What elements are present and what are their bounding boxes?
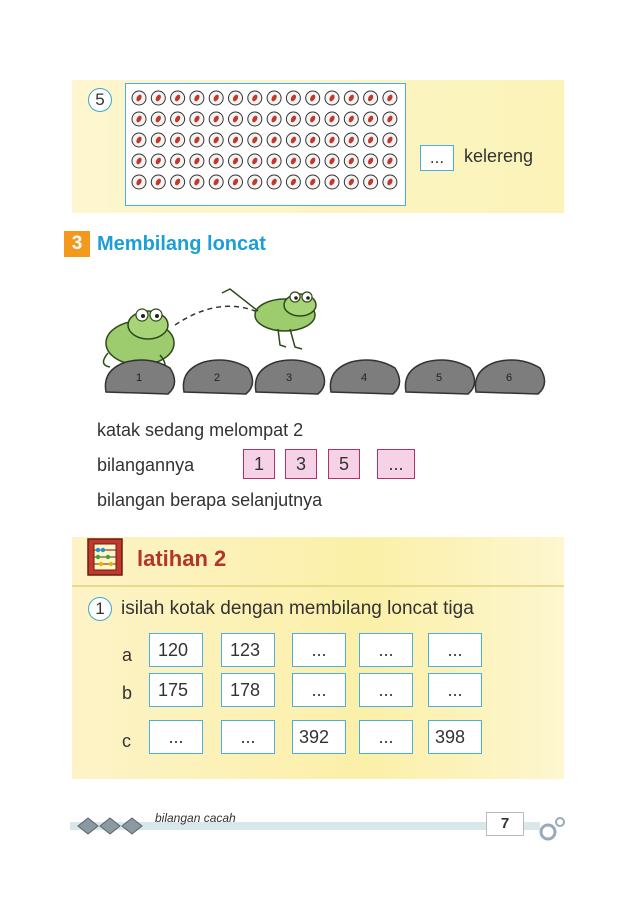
marble-icon (229, 154, 243, 168)
marble-icon (364, 175, 378, 189)
marble-icon (151, 175, 165, 189)
page-number: 7 (486, 812, 524, 836)
marble-icon (209, 91, 223, 105)
marble-icon (132, 175, 146, 189)
marble-icon (344, 175, 358, 189)
marble-icon (383, 175, 397, 189)
marble-icon (325, 154, 339, 168)
marble-icon (229, 91, 243, 105)
marble-icon (151, 154, 165, 168)
rock-6 (475, 360, 544, 394)
marble-icon (229, 133, 243, 147)
marble-icon (171, 133, 185, 147)
marble-icon (286, 133, 300, 147)
rock-label: 4 (361, 372, 368, 384)
cell-c-1[interactable]: ... (149, 720, 203, 754)
marble-count-answer-box[interactable]: ... (420, 145, 454, 171)
cell-a-4[interactable]: ... (359, 633, 413, 667)
marble-icon (383, 91, 397, 105)
sentence-line-3: bilangan berapa selanjutnya (97, 490, 323, 510)
marble-icon (286, 112, 300, 126)
marble-icon (267, 91, 281, 105)
marble-icon (229, 112, 243, 126)
marble-icon (248, 91, 262, 105)
marble-icon (209, 154, 223, 168)
marble-icon (325, 91, 339, 105)
marble-icon (248, 154, 262, 168)
marble-icon (306, 112, 320, 126)
sentence-line-2-label: bilangannya (97, 455, 195, 475)
jumping-frog (222, 289, 316, 349)
marble-icon (325, 175, 339, 189)
marble-icon (151, 91, 165, 105)
marble-icon (132, 154, 146, 168)
marble-icon (151, 112, 165, 126)
cell-a-2: 123 (221, 633, 275, 667)
marble-icon (383, 154, 397, 168)
marbles-illustration (126, 84, 405, 205)
marble-icon (171, 112, 185, 126)
marble-icon (364, 133, 378, 147)
rock-label: 3 (286, 372, 293, 384)
marble-icon (248, 133, 262, 147)
marble-icon (325, 112, 339, 126)
row-letter-a: a (122, 645, 133, 665)
latihan-title: latihan 2 (137, 546, 227, 571)
marble-icon (267, 133, 281, 147)
marble-icon (344, 112, 358, 126)
frog-jump-illustration (90, 275, 560, 405)
footer-chapter-title: bilangan cacah (155, 811, 236, 825)
marble-icon (383, 133, 397, 147)
marble-icon (171, 91, 185, 105)
abacus-icon (86, 537, 126, 579)
marble-icon (248, 175, 262, 189)
latihan-header-stripe (72, 585, 564, 587)
marble-icon (229, 175, 243, 189)
rock-label: 2 (214, 372, 221, 384)
marble-icon (286, 154, 300, 168)
rock-label: 6 (506, 372, 513, 384)
marble-icon (364, 91, 378, 105)
cell-c-4[interactable]: ... (359, 720, 413, 754)
rock-3 (255, 360, 324, 394)
marble-icon (190, 112, 204, 126)
marble-icon (209, 175, 223, 189)
marble-icon (306, 175, 320, 189)
cell-b-1: 175 (149, 673, 203, 707)
cell-a-1: 120 (149, 633, 203, 667)
marble-icon (171, 154, 185, 168)
marble-unit-label: kelereng (464, 146, 534, 166)
cell-b-2: 178 (221, 673, 275, 707)
question-number: 1 (88, 597, 112, 621)
sentence-line-1: katak sedang melompat 2 (97, 420, 304, 440)
section-number: 3 (64, 231, 90, 257)
marble-icon (171, 175, 185, 189)
marble-icon (132, 133, 146, 147)
marble-grid (125, 83, 406, 206)
rock-5 (405, 360, 474, 394)
marble-icon (248, 112, 262, 126)
marble-icon (306, 91, 320, 105)
rock-label: 1 (136, 372, 143, 384)
marble-icon (344, 154, 358, 168)
marble-icon (267, 175, 281, 189)
rock-label: 5 (436, 372, 443, 384)
marble-icon (364, 112, 378, 126)
marble-icon (151, 133, 165, 147)
marble-icon (132, 112, 146, 126)
rock-1 (105, 360, 174, 394)
cell-a-3[interactable]: ... (292, 633, 346, 667)
marble-icon (306, 154, 320, 168)
marble-icon (267, 154, 281, 168)
sequence-box-2: 3 (285, 449, 317, 479)
marble-icon (383, 112, 397, 126)
marble-icon (344, 133, 358, 147)
rock-4 (330, 360, 399, 394)
marble-icon (190, 91, 204, 105)
row-letter-c: c (122, 731, 131, 751)
row-letter-b: b (122, 683, 133, 703)
marble-icon (364, 154, 378, 168)
marble-icon (325, 133, 339, 147)
marble-icon (190, 175, 204, 189)
marble-icon (344, 91, 358, 105)
sequence-box-3: 5 (328, 449, 360, 479)
sequence-box-1: 1 (243, 449, 275, 479)
marble-icon (209, 112, 223, 126)
marble-icon (209, 133, 223, 147)
section-title: Membilang loncat (97, 233, 266, 255)
marble-icon (267, 112, 281, 126)
cell-b-4[interactable]: ... (359, 673, 413, 707)
cell-b-3[interactable]: ... (292, 673, 346, 707)
marble-icon (286, 91, 300, 105)
marble-icon (286, 175, 300, 189)
sequence-answer-box[interactable]: ... (377, 449, 415, 479)
marble-icon (190, 133, 204, 147)
cell-c-5: 398 (428, 720, 482, 754)
cell-c-2[interactable]: ... (221, 720, 275, 754)
cell-b-5[interactable]: ... (428, 673, 482, 707)
cell-c-3: 392 (292, 720, 346, 754)
marble-icon (306, 133, 320, 147)
question-instruction: isilah kotak dengan membilang loncat tiga (121, 598, 474, 619)
exercise-5-number: 5 (88, 88, 112, 112)
cell-a-5[interactable]: ... (428, 633, 482, 667)
rock-2 (183, 360, 252, 394)
marble-icon (190, 154, 204, 168)
marble-icon (132, 91, 146, 105)
